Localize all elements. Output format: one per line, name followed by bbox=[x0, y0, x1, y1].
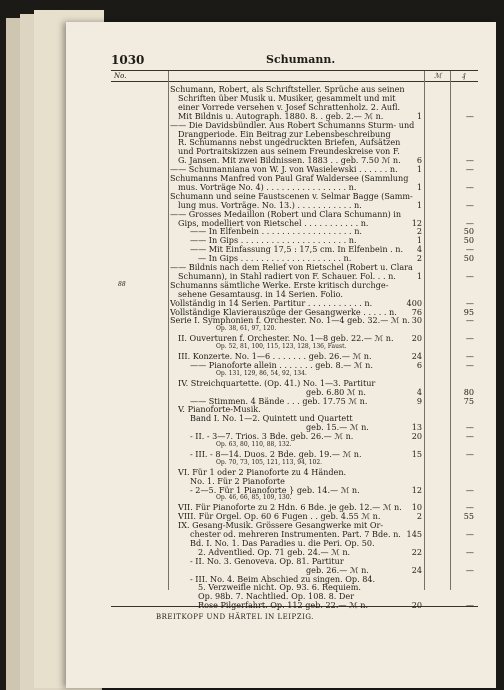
catalog-page bbox=[66, 22, 496, 688]
price-pfennig: — bbox=[465, 546, 474, 557]
price-mark: 15 bbox=[411, 448, 422, 459]
price-pfennig: — bbox=[465, 564, 474, 575]
entry-text: Op. 38, 61, 97, 120. bbox=[216, 325, 277, 333]
entry-text: und Portraitskizzen aus seinem Freundeskreise von F. bbox=[178, 146, 400, 157]
price-mark: 4 bbox=[416, 244, 422, 255]
entry-text: Vollständig in 14 Serien. Partitur . . . . . . . . . . . n. bbox=[170, 297, 373, 308]
price-pfennig: — bbox=[465, 351, 474, 361]
entry-text: 5. Verzweifle nicht. Op. 93. 6. Requiem. bbox=[198, 582, 361, 593]
price-mark: 2 bbox=[416, 226, 422, 237]
price-pfennig: — bbox=[465, 333, 474, 344]
price-pfennig: — bbox=[465, 431, 474, 442]
price-mark: 1 bbox=[416, 199, 422, 210]
price-mark: 20 bbox=[411, 600, 422, 611]
entry-text: Vollständige Klavierauszüge der Gesangwerke . . . . . n. bbox=[170, 306, 397, 317]
price-mark: 24 bbox=[411, 564, 422, 575]
price-mark: 4 bbox=[416, 386, 422, 397]
price-pfennig: 75 bbox=[463, 395, 474, 406]
price-mark: 24 bbox=[411, 351, 422, 361]
entry-text: - III. No. 4. Beim Abschied zu singen. Op. 84. bbox=[190, 573, 376, 584]
price-mark: 12 bbox=[411, 217, 422, 228]
entry-text: sehene Gesamtausg. in 14 Serien. Folio. bbox=[178, 288, 343, 299]
entry-text: —— Grosses Medaillon (Robert und Clara Schumann) in bbox=[170, 208, 402, 219]
price-pfennig: — bbox=[465, 110, 474, 121]
entry-text: Drangperiode. Ein Beitrag zur Lebensbeschreibung bbox=[178, 128, 391, 139]
entry-text: einer Vorrede versehen v. Josef Schrattenholz. 2. Aufl. bbox=[178, 101, 401, 112]
entry-text: geb. 6.80 ℳ n. bbox=[306, 386, 366, 397]
price-mark: 20 bbox=[411, 431, 422, 442]
entry-text: chester od. mehreren Instrumenten. Part. 7 Bde. n. bbox=[190, 529, 401, 539]
entry-text: - II. No. 3. Genoveva. Op. 81. Partitur bbox=[190, 555, 344, 566]
price-mark: 2 bbox=[416, 511, 422, 522]
entry-text: —— Pianoforte allein . . . . . . . geb. 8.— ℳ n. bbox=[190, 359, 373, 370]
entry-text: VI. Für 1 oder 2 Pianoforte zu 4 Händen. bbox=[178, 466, 347, 477]
entry-text: Mit Bildnis u. Autograph. 1880. 8. . geb. 2.— ℳ n. bbox=[178, 110, 384, 121]
page-title: Schumann. bbox=[266, 53, 336, 66]
entry-text: Schumanns sämtliche Werke. Erste kritisch durchge- bbox=[170, 279, 389, 290]
price-pfennig: — bbox=[465, 164, 474, 175]
entry-text: Gips, modelliert von Rietschel . . . . . . . . . . . n. bbox=[178, 217, 369, 228]
entry-text: —— In Elfenbein . . . . . . . . . . . . . . . . . . n. bbox=[190, 226, 362, 237]
entry-text: —— Mit Einfassung 17,5 : 17,5 cm. In Elfenbein . n. bbox=[190, 244, 404, 255]
entry-text: VII. Für Pianoforte zu 2 Hdn. 6 Bde. je geb. 12.— ℳ n. bbox=[178, 502, 402, 513]
price-pfennig: — bbox=[465, 484, 474, 495]
price-pfennig: — bbox=[465, 529, 474, 539]
entry-text: Schumanns Manfred von Paul Graf Waldersee (Sammlung bbox=[170, 173, 409, 183]
entry-text: lung mus. Vorträge. No. 13.) . . . . . . . . . . . n. bbox=[178, 199, 362, 210]
entry-text: No. 1. Für 2 Pianoforte bbox=[190, 475, 285, 486]
entry-text: —— In Gips . . . . . . . . . . . . . . . . . . . . . n. bbox=[190, 235, 357, 246]
entry-text: V. Pianoforte-Musik. bbox=[178, 404, 261, 415]
column-header-rule bbox=[111, 81, 478, 82]
entry-text: Op. 46, 66, 85, 109, 130. bbox=[216, 494, 292, 502]
price-mark: 1 bbox=[416, 110, 422, 121]
entry-text: III. Konzerte. No. 1—6 . . . . . . . geb. 26.— ℳ n. bbox=[178, 351, 372, 361]
price-pfennig: — bbox=[465, 155, 474, 166]
entry-text: Op. 131, 129, 86, 54, 92, 134. bbox=[216, 369, 307, 377]
price-pfennig: 55 bbox=[463, 511, 474, 522]
price-mark: 76 bbox=[411, 306, 422, 317]
entry-text: Serie I. Symphonien f. Orchester. No. 1—4 geb. 32.— ℳ n. bbox=[170, 315, 410, 326]
page-number: 1030 bbox=[111, 53, 145, 67]
entry-text: —— Stimmen. 4 Bände . . . geb. 17.75 ℳ n. bbox=[190, 395, 368, 406]
price-pfennig: — bbox=[465, 244, 474, 255]
entry-text: geb. 26.— ℳ n. bbox=[306, 564, 369, 575]
no-column-header: No. bbox=[114, 72, 127, 80]
price-mark: 400 bbox=[406, 297, 422, 308]
price-mark: 30 bbox=[411, 315, 422, 326]
mark-column-header: ℳ bbox=[434, 72, 442, 80]
pf-column-header: ₰ bbox=[462, 72, 466, 80]
price-pfennig: — bbox=[465, 448, 474, 459]
entry-text: Op. 70, 73, 105, 121, 113, 94, 102. bbox=[216, 458, 323, 466]
price-pfennig: — bbox=[465, 270, 474, 281]
price-pfennig: — bbox=[465, 297, 474, 308]
price-pfennig: — bbox=[465, 359, 474, 370]
entry-text: Band I. No. 1—2. Quintett und Quartett bbox=[190, 413, 353, 424]
entry-text: - 2—5. Für 1 Pianoforte } geb. 14.— ℳ n. bbox=[190, 484, 360, 495]
catalog-line bbox=[66, 600, 496, 610]
entry-text: Op. 52, 81, 100, 115, 123, 128, 136, Faust. bbox=[216, 343, 347, 351]
price-mark: 6 bbox=[416, 155, 422, 166]
price-mark: 6 bbox=[416, 359, 422, 370]
entry-text: IV. Streichquartette. (Op. 41.) No. 1—3. Partitur bbox=[178, 377, 376, 388]
entry-text: IX. Gesang-Musik. Grössere Gesangwerke mit Or- bbox=[178, 520, 384, 531]
price-pfennig: — bbox=[465, 199, 474, 210]
entry-text: Op. 98b. 7. Nachtlied. Op. 108. 8. Der bbox=[198, 591, 355, 602]
entry-text: Op. 63, 80, 110, 88, 132. bbox=[216, 441, 292, 448]
entry-text: - II. - 3—7. Trios. 3 Bde. geb. 26.— ℳ n. bbox=[190, 431, 354, 442]
price-mark: 1 bbox=[416, 181, 422, 192]
running-header bbox=[66, 53, 496, 69]
entry-text: — In Gips . . . . . . . . . . . . . . . . . . . . n. bbox=[198, 253, 352, 264]
price-pfennig: — bbox=[465, 315, 474, 326]
price-pfennig: — bbox=[465, 181, 474, 192]
price-mark: 22 bbox=[411, 546, 422, 557]
price-pfennig: 50 bbox=[463, 226, 474, 237]
entry-text: —— Bildnis nach dem Relief von Rietschel (Robert u. Clara bbox=[170, 262, 413, 272]
price-mark: 2 bbox=[416, 253, 422, 264]
entry-text: Rose Pilgerfahrt. Op. 112 geb. 22.— ℳ n. bbox=[198, 600, 369, 611]
price-mark: 20 bbox=[411, 333, 422, 344]
price-pfennig: — bbox=[465, 217, 474, 228]
price-mark: 9 bbox=[416, 395, 422, 406]
entry-text: Bd. I. No. 1. Das Paradies u. die Peri. Op. 50. bbox=[190, 537, 375, 548]
entry-text: VIII. Für Orgel. Op. 60 6 Fugen . . geb. 4.55 ℳ n. bbox=[178, 511, 381, 522]
entry-text: geb. 15.— ℳ n. bbox=[306, 422, 369, 433]
price-mark: 145 bbox=[406, 529, 422, 539]
price-pfennig: 80 bbox=[463, 386, 474, 397]
entry-number: 88 bbox=[118, 280, 126, 288]
price-pfennig: 50 bbox=[463, 253, 474, 264]
entry-text: Schumann, Robert, als Schriftsteller. Sprüche aus seinen bbox=[170, 84, 405, 94]
entry-text: Schumann), in Stahl radiert von F. Schauer. Fol. . . n. bbox=[178, 270, 396, 281]
entry-text: Schumann und seine Faustscenen v. Selmar Bagge (Samm- bbox=[170, 190, 413, 201]
entry-text: II. Ouverturen f. Orchester. No. 1—8 geb. 22.— ℳ n. bbox=[178, 333, 394, 344]
price-mark: 12 bbox=[411, 484, 422, 495]
entry-text: - III. - 8—14. Duos. 2 Bde. geb. 19.— ℳ n. bbox=[190, 448, 362, 459]
entry-text: Schriften über Musik u. Musiker, gesammelt und mit bbox=[178, 92, 396, 103]
entry-text: R. Schumanns nebst ungedruckten Briefen, Aufsätzen bbox=[178, 137, 401, 148]
entry-text: —— Schumanniana von W. J. von Wasielewski . . . . . . n. bbox=[170, 164, 398, 175]
entry-text: G. Jansen. Mit zwei Bildnissen. 1883 . . geb. 7.50 ℳ n. bbox=[178, 155, 401, 166]
entry-text: 2. Adventlied. Op. 71 geb. 24.— ℳ n. bbox=[198, 546, 351, 557]
publisher-footer: BREITKOPF UND HÄRTEL IN LEIPZIG. bbox=[156, 613, 314, 621]
price-mark: 1 bbox=[416, 235, 422, 246]
price-pfennig: 50 bbox=[463, 235, 474, 246]
price-pfennig: 95 bbox=[463, 306, 474, 317]
price-pfennig: — bbox=[465, 600, 474, 611]
entry-text: —— Die Davidsbündler. Aus Robert Schumanns Sturm- und bbox=[170, 119, 415, 130]
price-mark: 1 bbox=[416, 164, 422, 175]
price-pfennig: — bbox=[465, 502, 474, 513]
price-mark: 1 bbox=[416, 270, 422, 281]
header-rule bbox=[111, 70, 478, 71]
price-mark: 13 bbox=[411, 422, 422, 433]
price-pfennig: — bbox=[465, 422, 474, 433]
price-mark: 10 bbox=[411, 502, 422, 513]
entry-text: mus. Vorträge No. 4) . . . . . . . . . . . . . . . . n. bbox=[178, 181, 357, 192]
